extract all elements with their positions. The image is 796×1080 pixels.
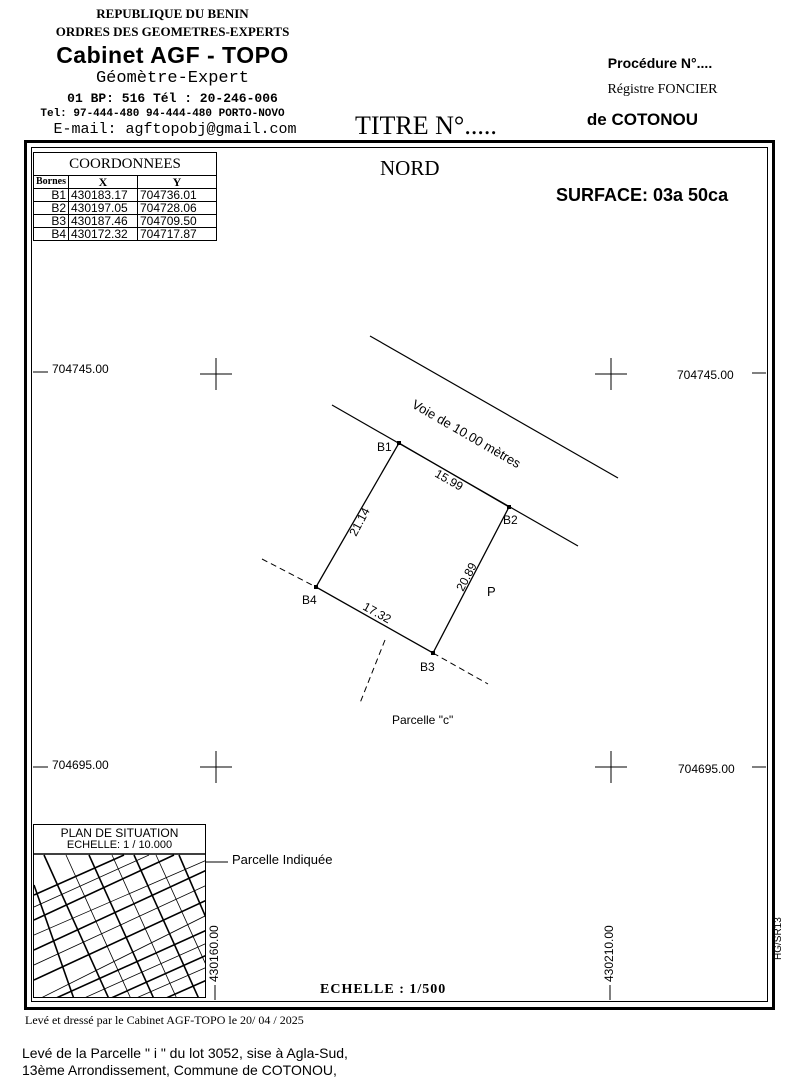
grid-label-y-bottom-left: 704695.00 bbox=[52, 758, 109, 772]
x-cell: 430197.05 bbox=[69, 202, 138, 215]
col-header-y: Y bbox=[138, 176, 217, 189]
grid-label-y-top-right: 704745.00 bbox=[677, 368, 734, 382]
north-label: NORD bbox=[380, 156, 440, 180]
header-republic: REPUBLIQUE DU BENIN bbox=[96, 6, 249, 21]
header-order: ORDRES DES GEOMETRES-EXPERTS bbox=[55, 24, 290, 39]
titre-number: TITRE N°..... bbox=[355, 111, 497, 140]
y-cell: 704717.87 bbox=[138, 228, 217, 241]
borne-cell: B4 bbox=[34, 228, 69, 241]
borne-cell: B1 bbox=[34, 189, 69, 202]
header-bp: 01 BP: 516 Tél : 20-246-006 bbox=[67, 91, 278, 106]
table-row bbox=[34, 215, 217, 228]
dim-b4-b3: 17.32 bbox=[360, 599, 394, 627]
table-row bbox=[34, 228, 217, 241]
borne-label-b3: B3 bbox=[420, 660, 435, 674]
parcel-description-line2: 13ème Arrondissement, Commune de COTONOU, bbox=[22, 1062, 337, 1078]
dim-b2-b3: 20.89 bbox=[453, 560, 480, 594]
borne-cell: B2 bbox=[34, 202, 69, 215]
registre-city: de COTONOU bbox=[586, 110, 699, 129]
borne-markers bbox=[314, 441, 511, 655]
table-row bbox=[34, 189, 217, 202]
grid-label-x-left: 430160.00 bbox=[207, 925, 221, 982]
y-cell: 704736.01 bbox=[138, 189, 217, 202]
grid-label-y-top-left: 704745.00 bbox=[52, 362, 109, 376]
parcel-polygon bbox=[316, 443, 509, 653]
grid-cross bbox=[200, 358, 232, 390]
borne-label-b4: B4 bbox=[302, 593, 317, 607]
p-label: P bbox=[487, 584, 496, 599]
coordinates-table bbox=[33, 152, 217, 241]
grid-cross bbox=[595, 358, 627, 390]
dashed-boundary-right bbox=[433, 653, 488, 684]
grid-cross bbox=[200, 751, 232, 783]
plan-code: HG/SR13 bbox=[773, 917, 784, 960]
header-email: E-mail: agftopobj@gmail.com bbox=[53, 121, 297, 138]
parcel-description-line1: Levé de la Parcelle " i " du lot 3052, sise à Agla-Sud, bbox=[22, 1045, 348, 1061]
grid-cross bbox=[595, 751, 627, 783]
col-header-x: X bbox=[69, 176, 138, 189]
coordinates-title: COORDONNEES bbox=[34, 153, 217, 176]
grid-label-y-bottom-right: 704695.00 bbox=[678, 762, 735, 776]
header-cabinet: Cabinet AGF - TOPO bbox=[56, 42, 289, 68]
procedure-number: Procédure N°.... bbox=[607, 55, 713, 71]
col-header-bornes: Bornes bbox=[34, 176, 69, 189]
dim-b1-b4: 21.14 bbox=[346, 505, 373, 539]
dashed-boundary-down bbox=[360, 640, 385, 703]
situation-title: PLAN DE SITUATION bbox=[60, 826, 179, 840]
survey-credit: Levé et dressé par le Cabinet AGF-TOPO le 20/ 04 / 2025 bbox=[25, 1013, 304, 1027]
borne-label-b1: B1 bbox=[377, 440, 392, 454]
x-cell: 430183.17 bbox=[69, 189, 138, 202]
y-cell: 704709.50 bbox=[138, 215, 217, 228]
road-label: Voie de 10.00 mètres bbox=[409, 396, 524, 472]
parcelle-c-label: Parcelle "c" bbox=[392, 713, 454, 727]
borne-label-b2: B2 bbox=[503, 513, 518, 527]
grid-label-x-right: 430210.00 bbox=[602, 925, 616, 982]
dashed-boundary-left bbox=[262, 559, 316, 587]
plan-scale: ECHELLE : 1/500 bbox=[320, 982, 447, 997]
registre-foncier: Régistre FONCIER bbox=[607, 82, 718, 97]
header-tel: Tel: 97-444-480 94-444-480 PORTO-NOVO bbox=[40, 108, 285, 120]
table-row bbox=[34, 202, 217, 215]
dim-b1-b2: 15.99 bbox=[432, 466, 466, 494]
situation-scale: ECHELLE: 1 / 10.000 bbox=[66, 839, 173, 851]
surface-label: SURFACE: 03a 50ca bbox=[556, 185, 729, 205]
header-role: Géomètre-Expert bbox=[95, 69, 250, 88]
x-cell: 430187.46 bbox=[69, 215, 138, 228]
x-cell: 430172.32 bbox=[69, 228, 138, 241]
parcelle-indiquee-label: Parcelle Indiquée bbox=[232, 852, 333, 867]
borne-cell: B3 bbox=[34, 215, 69, 228]
y-cell: 704728.06 bbox=[138, 202, 217, 215]
